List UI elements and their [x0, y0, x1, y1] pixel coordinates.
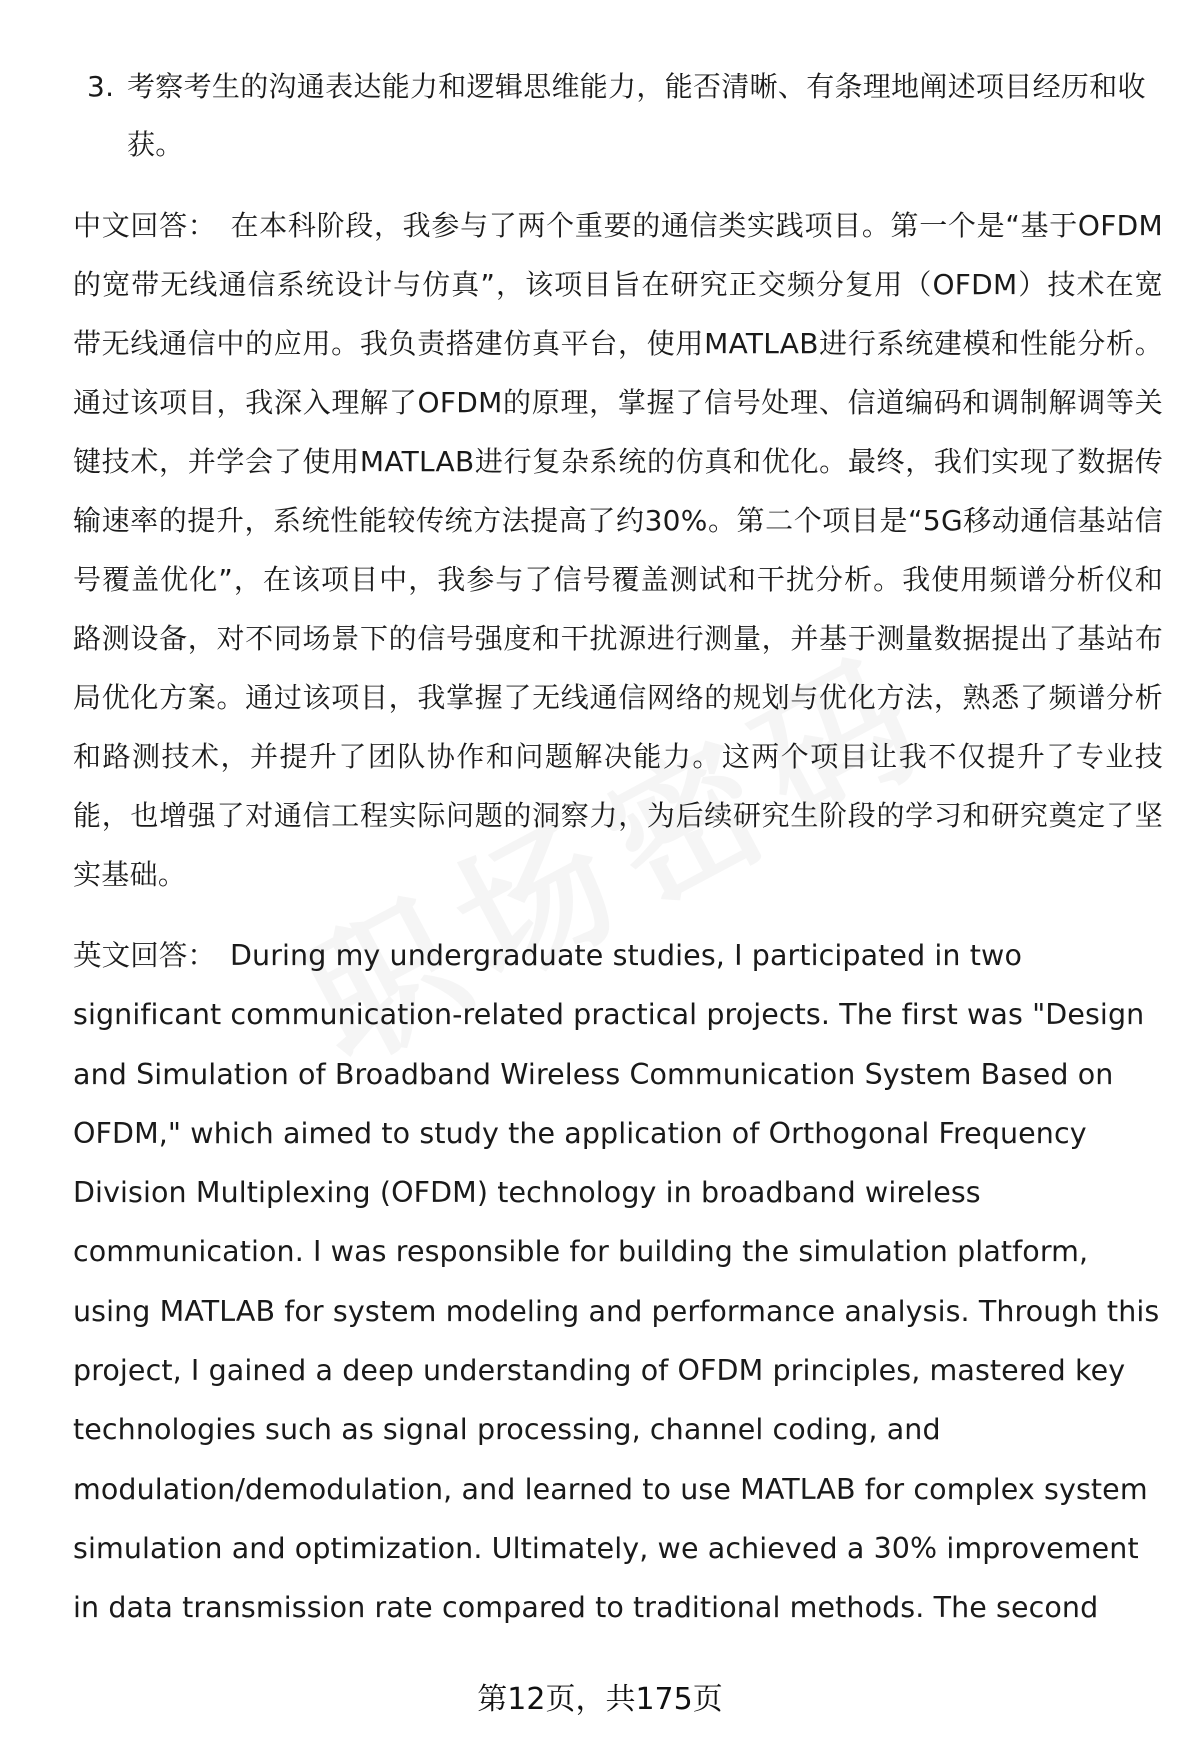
page-content: [73, 58, 1163, 1638]
list-item-text: 考察考生的沟通表达能力和逻辑思维能力，能否清晰、有条理地阐述项目经历和收获。: [127, 70, 1146, 161]
english-answer-paragraph: [73, 926, 1163, 1638]
chinese-answer-paragraph: [73, 196, 1163, 904]
chinese-answer-text: 在本科阶段，我参与了两个重要的通信类实践项目。第一个是“基于OFDM的宽带无线通信系统设计与仿真”，该项目旨在研究正交频分复用（OFDM）技术在宽带无线通信中的应用。我负责搭建仿真平台，使用MATLAB进行系统建模和性能分析。通过该项目，我深入理解了OFDM的原理，掌握了信号处理、信道编码和调制解调等关键技术，并学会了使用MATLAB进行复杂系统的仿真和优化。最终，我们实现了数据传输速率的提升，系统性能较传统方法提高了约30%。第二个项目是“5G移动通信基站信号覆盖优化”，在该项目中，我参与了信号覆盖测试和干扰分析。我使用频谱分析仪和路测设备，对不同场景下的信号强度和干扰源进行测量，并基于测量数据提出了基站布局优化方案。通过该项目，我掌握了无线通信网络的规划与优化方法，熟悉了频谱分析和路测技术，并提升了团队协作和问题解决能力。这两个项目让我不仅提升了专业技能，也增强了对通信工程实际问题的洞察力，为后续研究生阶段的学习和研究奠定了坚实基础。: [73, 209, 1163, 891]
english-answer-label: 英文回答：: [73, 939, 217, 972]
list-item-number: 3.: [87, 70, 115, 103]
list-item: [73, 58, 1163, 174]
page-footer: 第12页，共175页: [477, 1682, 723, 1717]
english-answer-text: During my undergraduate studies, I participated in two significant communication-related practical projects. The first was "Design and Simulation of Broadband Wireless Communication System Based on OFDM," which aimed to study the application of Orthogonal Frequency Division Multiplexing (OFDM) technology in broadband wireless communication. I was responsible for building the simulation platform, using MATLAB for system modeling and performance analysis. Through this project, I gained a deep understanding of OFDM principles, mastered key technologies such as signal processing, channel coding, and modulation/demodulation, and learned to use MATLAB for complex system simulation and optimization. Ultimately, we achieved a 30% improvement in data transmission rate compared to traditional methods. The second: [73, 939, 1160, 1625]
chinese-answer-label: 中文回答：: [73, 209, 217, 242]
